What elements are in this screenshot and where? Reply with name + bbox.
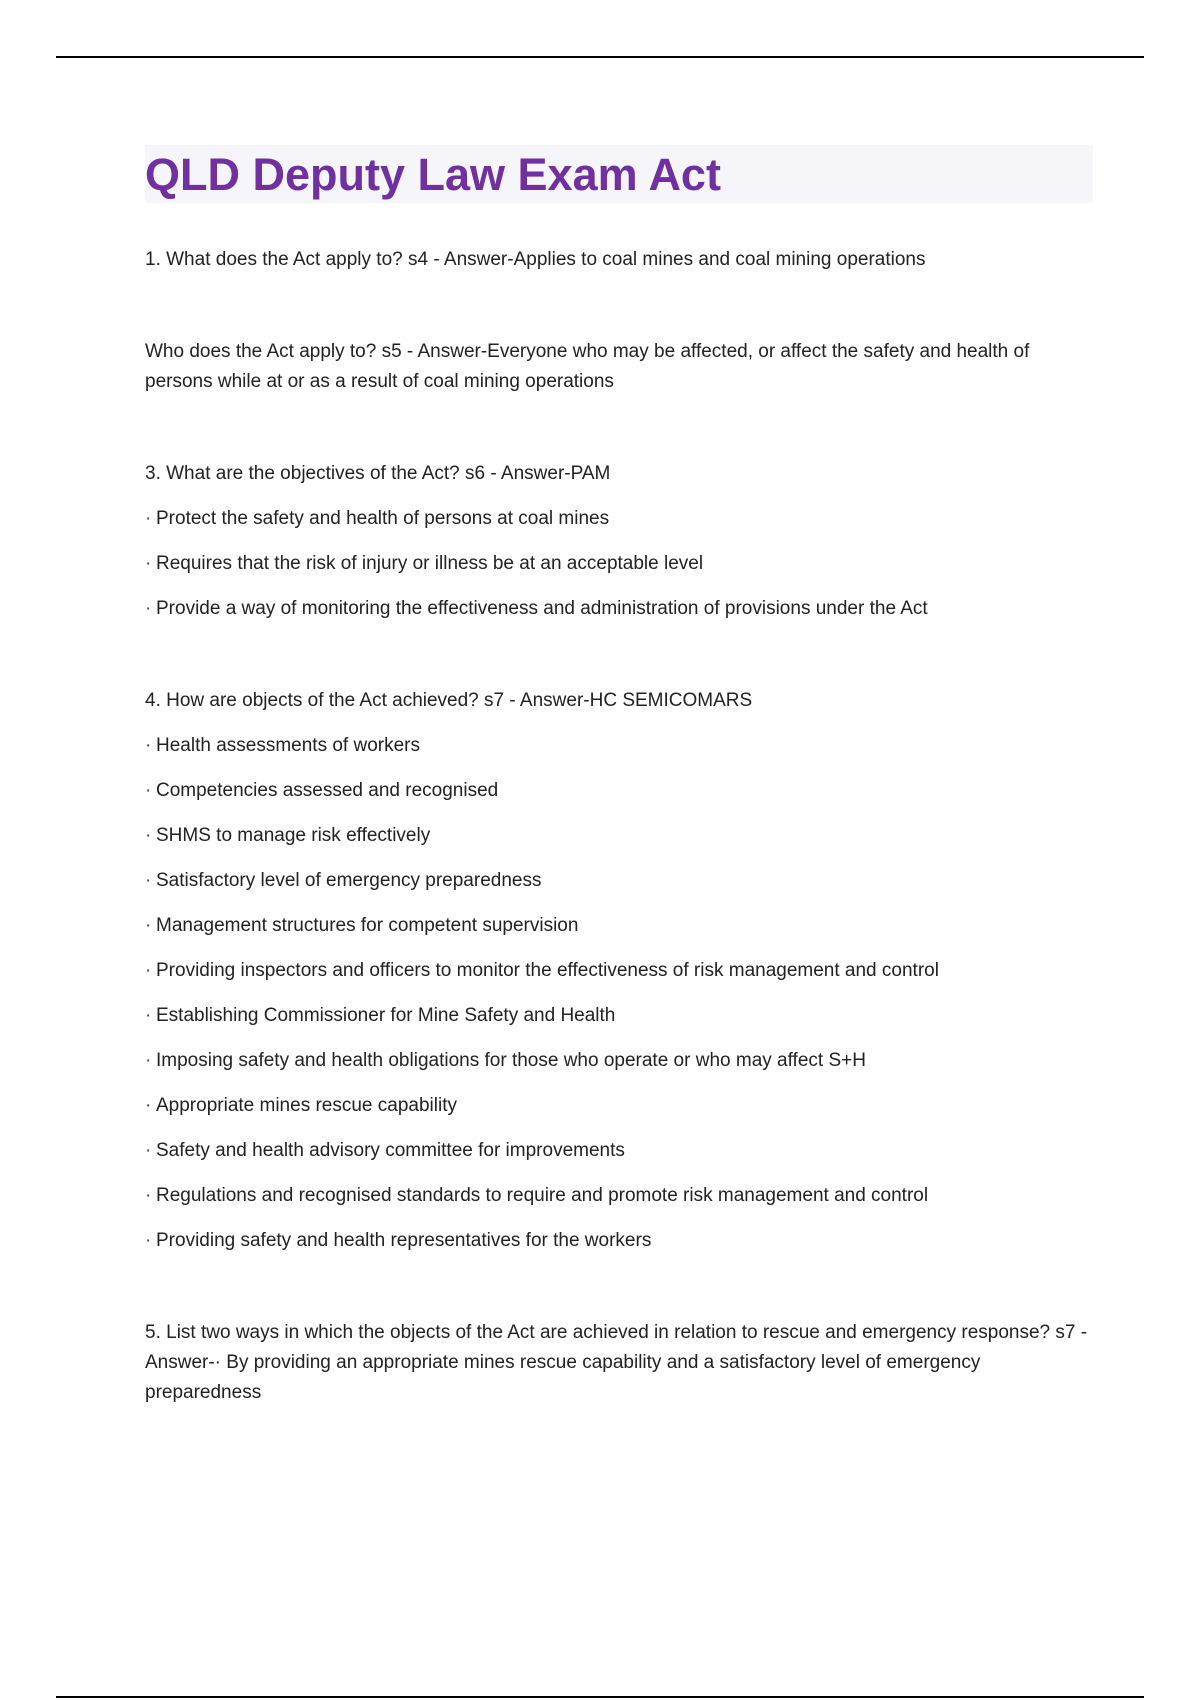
list-item-text: SHMS to manage risk effectively (156, 825, 431, 846)
list-item (145, 1046, 1093, 1076)
bullet-icon: · (145, 1005, 152, 1026)
list-item (145, 1091, 1093, 1121)
list-item-text: Regulations and recognised standards to require and promote risk management and control (156, 1185, 929, 1206)
list-item (145, 866, 1093, 896)
list-item (145, 911, 1093, 941)
list-item (145, 1001, 1093, 1031)
bullet-icon: · (145, 915, 152, 936)
list-item-text: Health assessments of workers (156, 735, 420, 756)
list-item (145, 821, 1093, 851)
list-item-text: Provide a way of monitoring the effectiveness and administration of provisions under the Act (156, 598, 928, 619)
list-item-text: Safety and health advisory committee for improvements (156, 1140, 625, 1161)
bullet-icon: · (145, 508, 152, 529)
question-1: 1. What does the Act apply to? s4 - Answer-Applies to coal mines and coal mining operations (145, 249, 926, 270)
list-item-text: Management structures for competent supervision (156, 915, 579, 936)
bullet-icon: · (145, 780, 152, 801)
list-item-text: Appropriate mines rescue capability (156, 1095, 457, 1116)
list-item (145, 549, 1093, 579)
bullet-icon: · (145, 960, 152, 981)
bullet-icon: · (145, 870, 152, 891)
list-item (145, 776, 1093, 806)
list-item-text: Satisfactory level of emergency preparedness (156, 870, 542, 891)
question-5: 5. List two ways in which the objects of the Act are achieved in relation to rescue and emergency response? s7 - Answer-· By providing an appropriate mines rescue capability and a satisfactory level of emergency preparedness (145, 1322, 1088, 1403)
list-item-text: Establishing Commissioner for Mine Safety and Health (156, 1005, 616, 1026)
question-2: Who does the Act apply to? s5 - Answer-Everyone who may be affected, or affect the safety and health of persons while at or as a result of coal mining operations (145, 341, 1030, 392)
question-4: 4. How are objects of the Act achieved? s7 - Answer-HC SEMICOMARS (145, 690, 753, 711)
bullet-icon: · (145, 1095, 152, 1116)
title-band (145, 145, 1093, 203)
bullet-icon: · (145, 1140, 152, 1161)
bottom-rule (56, 1696, 1144, 1698)
list-item (145, 956, 1093, 986)
list-item (145, 504, 1093, 534)
list-item-text: Competencies assessed and recognised (156, 780, 499, 801)
document-title: QLD Deputy Law Exam Act (145, 148, 721, 200)
list-item-text: Providing inspectors and officers to monitor the effectiveness of risk management and control (156, 960, 939, 981)
list-item (145, 1226, 1093, 1256)
top-rule (56, 56, 1144, 58)
list-item (145, 731, 1093, 761)
bullet-icon: · (145, 1050, 152, 1071)
bullet-icon: · (145, 1185, 152, 1206)
bullet-icon: · (145, 735, 152, 756)
bullet-icon: · (145, 553, 152, 574)
list-item-text: Imposing safety and health obligations for those who operate or who may affect S+H (156, 1050, 866, 1071)
bullet-icon: · (145, 598, 152, 619)
bullet-icon: · (145, 1230, 152, 1251)
list-item-text: Protect the safety and health of persons at coal mines (156, 508, 610, 529)
question-3: 3. What are the objectives of the Act? s6 - Answer-PAM (145, 463, 611, 484)
list-item-text: Providing safety and health representatives for the workers (156, 1230, 652, 1251)
document-body (145, 145, 1093, 1408)
bullet-icon: · (145, 825, 152, 846)
list-item (145, 1181, 1093, 1211)
list-item-text: Requires that the risk of injury or illness be at an acceptable level (156, 553, 704, 574)
list-item (145, 1136, 1093, 1166)
list-item (145, 594, 1093, 624)
